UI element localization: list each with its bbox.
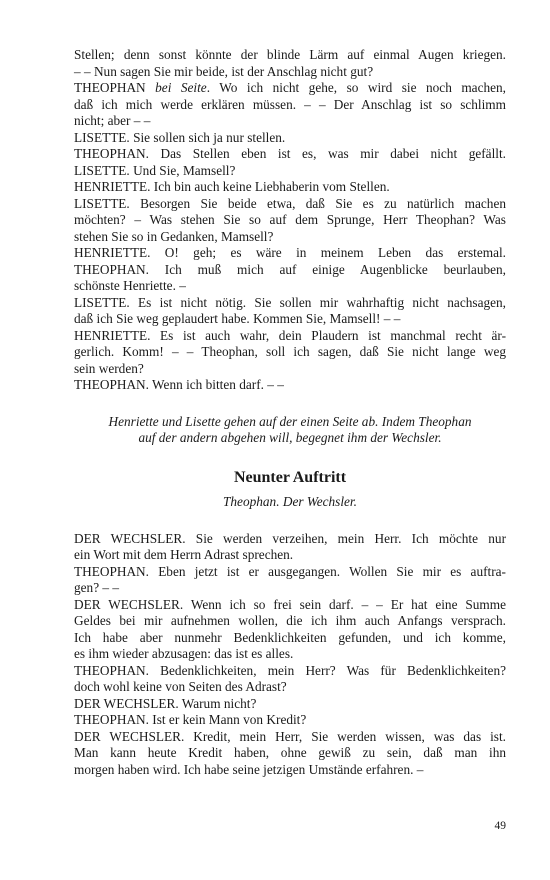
text-line: THEOPHAN. Das Stellen eben ist es, was mir dabei nicht gefällt.	[74, 146, 506, 161]
text-line: es ihm wieder abzusagen: das ist es alles.	[74, 646, 294, 661]
text-line: ein Wort mit dem Herrn Adrast sprechen.	[74, 547, 294, 562]
text-line: Geldes bei mir aufnehmen wollen, die ich ihm auch Anfangs versprach.	[74, 613, 506, 628]
text-line: Stellen; denn sonst könnte der blinde Lärm auf einmal Augen kriegen.	[74, 47, 506, 62]
stage-direction	[74, 414, 506, 447]
text-line: morgen haben wird. Ich habe seine jetzigen Umstände erfahren. –	[74, 761, 424, 777]
text-line: LISETTE. Sie sollen sich ja nur stellen.	[74, 129, 286, 145]
text-line: THEOPHAN. Eben jetzt ist er ausgegangen. Wollen Sie mir es auftra-	[74, 563, 506, 579]
text-line: schönste Henriette. –	[74, 278, 186, 293]
page-number: 49	[494, 820, 506, 832]
text-line: LISETTE. Besorgen Sie beide etwa, daß Sie es zu natürlich machen	[74, 195, 506, 211]
text-line: THEOPHAN bei Seite. Wo ich nicht gehe, so wird sie noch machen,	[74, 80, 506, 95]
dialogue-block-1	[74, 47, 506, 394]
text-line: stehen Sie so in Gedanken, Mamsell?	[74, 228, 274, 244]
text-line: THEOPHAN. Ist er kein Mann von Kredit?	[74, 712, 307, 727]
page-body	[74, 47, 506, 778]
text-line: THEOPHAN. Bedenklichkeiten, mein Herr? Was für Bedenklichkeiten?	[74, 662, 506, 678]
text-line: HENRIETTE. Ich bin auch keine Liebhaberin vom Stellen.	[74, 179, 390, 194]
text-line: daß ich Sie weg geplaudert habe. Kommen Sie, Mamsell! – –	[74, 311, 401, 326]
text-line: LISETTE. Es ist nicht nötig. Sie sollen mir wahrhaftig nicht nachsagen,	[74, 294, 506, 310]
text-line: THEOPHAN. Wenn ich bitten darf. – –	[74, 377, 284, 392]
text-line: gen? – –	[74, 580, 120, 595]
stage-aside: bei Seite	[155, 80, 207, 95]
stage-direction-line: auf der andern abgehen will, begegnet ihm der Wechsler.	[138, 430, 442, 445]
text-line: sein werden?	[74, 360, 144, 376]
text-line: gerlich. Komm! – – Theophan, soll ich sagen, daß Sie nicht lange weg	[74, 344, 506, 359]
text-line: doch wohl keine von Seiten des Adrast?	[74, 679, 287, 694]
text-line: Man kann heute Kredit haben, ohne gewiß zu sein, daß man ihn	[74, 745, 506, 760]
text-line: möchten? – Was stehen Sie so auf dem Sprunge, Herr Theophan? Was	[74, 212, 506, 227]
text-line: nicht; aber – –	[74, 113, 151, 128]
text-line: DER WECHSLER. Sie werden verzeihen, mein Herr. Ich möchte nur	[74, 530, 506, 546]
text-line: DER WECHSLER. Wenn ich so frei sein darf. – – Er hat eine Summe	[74, 596, 506, 612]
text-line: Ich habe aber nunmehr Bedenklichkeiten gefunden, und ich komme,	[74, 629, 506, 645]
text-line: DER WECHSLER. Kredit, mein Herr, Sie werden wissen, was das ist.	[74, 728, 506, 744]
dialogue-block-2	[74, 531, 506, 779]
text-line: LISETTE. Und Sie, Mamsell?	[74, 162, 236, 178]
text-line: HENRIETTE. O! geh; es wäre in meinem Leben das erstemal.	[74, 245, 506, 260]
stage-direction-line: Henriette und Lisette gehen auf der einen Seite ab. Indem Theophan	[108, 413, 472, 429]
text-line: DER WECHSLER. Warum nicht?	[74, 695, 257, 711]
text-line: HENRIETTE. Es ist auch wahr, dein Plaudern ist manchmal recht är-	[74, 327, 506, 343]
scene-title: Neunter Auftritt	[233, 468, 347, 486]
scene-persons: Theophan. Der Wechsler.	[223, 493, 357, 509]
text-line: THEOPHAN. Ich muß mich auf einige Augenblicke beurlauben,	[74, 261, 506, 277]
text-line: – – Nun sagen Sie mir beide, ist der Anschlag nicht gut?	[74, 63, 374, 79]
text-line: daß ich mich werde erklären müssen. – – Der Anschlag ist so schlimm	[74, 96, 506, 112]
